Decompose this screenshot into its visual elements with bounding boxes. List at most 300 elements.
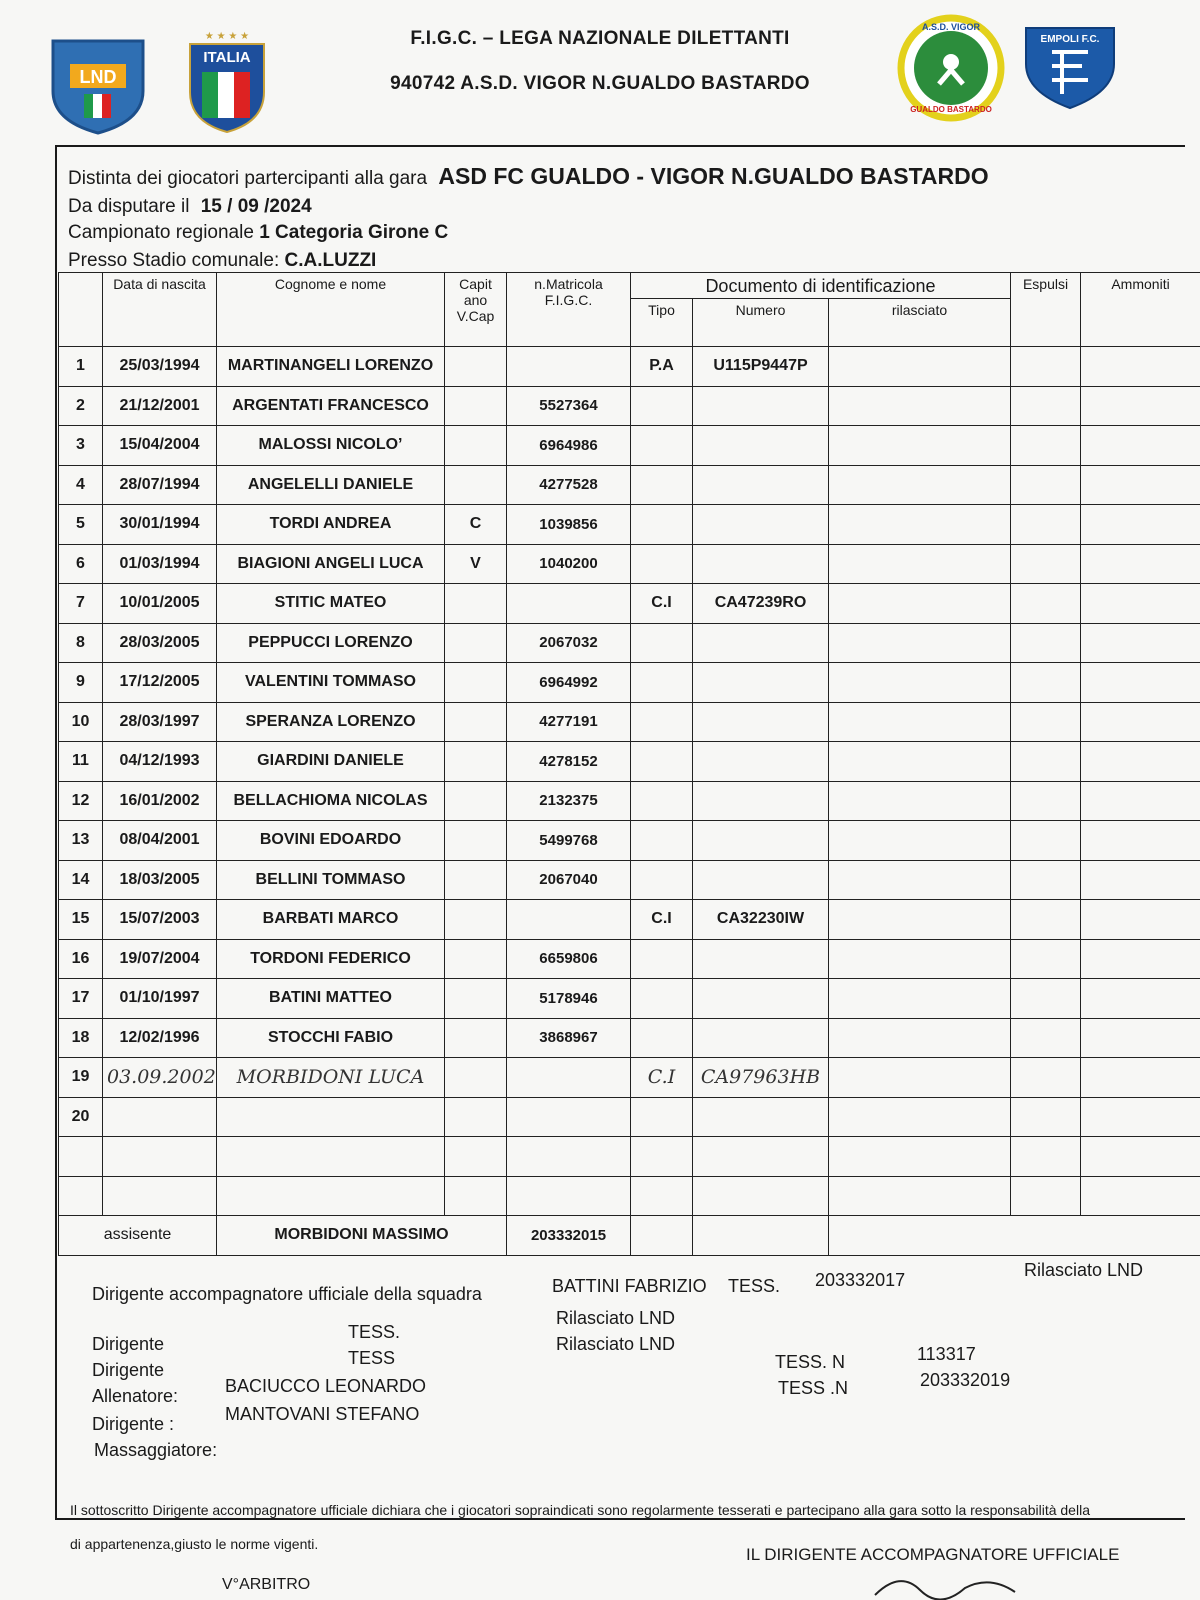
row-doc-issued: [829, 465, 1011, 505]
row-matricola: 6964986: [507, 426, 631, 466]
row-espulsi: [1011, 979, 1081, 1019]
row-dob: 04/12/1993: [103, 742, 217, 782]
row-espulsi: [1011, 821, 1081, 861]
row-name: PEPPUCCI LORENZO: [217, 623, 445, 663]
row-ammoniti: [1081, 663, 1200, 703]
row-dob: 17/12/2005: [103, 663, 217, 703]
table-row: [59, 1018, 1200, 1058]
row-name: MORBIDONI LUCA: [217, 1058, 445, 1098]
row-name: TORDONI FEDERICO: [217, 939, 445, 979]
row-dob: 28/03/1997: [103, 702, 217, 742]
row-ammoniti: [1081, 781, 1200, 821]
lnd-logo-text: LND: [79, 67, 117, 87]
col-dob: Data di nascita: [103, 273, 217, 347]
row-doc-type: [631, 1176, 693, 1216]
row-dob: 28/07/1994: [103, 465, 217, 505]
assistant-empty-1: [631, 1216, 693, 1256]
row-doc-number: [693, 860, 829, 900]
row-captain: [445, 900, 507, 940]
row-ammoniti: [1081, 979, 1200, 1019]
row-espulsi: [1011, 900, 1081, 940]
row-ammoniti: [1081, 742, 1200, 782]
players-table: [58, 272, 1200, 1256]
declaration-text-1: Il sottoscritto Dirigente accompagnatore ufficiale dichiara che i giocatori sopraindicati sono regolarmente tesserati e partecipano alla gara sotto la responsabilità della: [70, 1502, 1090, 1518]
row-name: BIAGIONI ANGELI LUCA: [217, 544, 445, 584]
row-doc-number: [693, 544, 829, 584]
row-name: GIARDINI DANIELE: [217, 742, 445, 782]
row-espulsi: [1011, 623, 1081, 663]
row-number: 2: [59, 386, 103, 426]
col-ammoniti: Ammoniti: [1081, 273, 1200, 347]
row-matricola: [507, 1176, 631, 1216]
venue-line: [68, 250, 376, 272]
assistant-label: assisente: [59, 1216, 217, 1256]
row-doc-type: P.A: [631, 347, 693, 387]
assistant-name: MORBIDONI MASSIMO: [217, 1216, 507, 1256]
row-doc-issued: [829, 939, 1011, 979]
row-dob: 30/01/1994: [103, 505, 217, 545]
table-row: [59, 663, 1200, 703]
row-number: 7: [59, 584, 103, 624]
header-row-1: [59, 273, 1200, 299]
row-espulsi: [1011, 584, 1081, 624]
row-number: 19: [59, 1058, 103, 1098]
row-doc-issued: [829, 544, 1011, 584]
table-row: [59, 505, 1200, 545]
row-doc-issued: [829, 584, 1011, 624]
row-dob: 28/03/2005: [103, 623, 217, 663]
row-matricola: 6964992: [507, 663, 631, 703]
row-captain: [445, 584, 507, 624]
row-ammoniti: [1081, 860, 1200, 900]
italia-logo-text: ITALIA: [203, 49, 251, 66]
row-dob: 08/04/2001: [103, 821, 217, 861]
allenatore-name: BACIUCCO LEONARDO: [225, 1376, 427, 1396]
row-doc-issued: [829, 742, 1011, 782]
row-ammoniti: [1081, 900, 1200, 940]
row-dob: 16/01/2002: [103, 781, 217, 821]
row-matricola: 5499768: [507, 821, 631, 861]
row-doc-issued: [829, 623, 1011, 663]
row-matricola: 6659806: [507, 939, 631, 979]
row-doc-issued: [829, 1097, 1011, 1137]
row-captain: [445, 1058, 507, 1098]
row-espulsi: [1011, 939, 1081, 979]
assistant-empty-3: [829, 1216, 1200, 1256]
row-ammoniti: [1081, 347, 1200, 387]
table-row: [59, 860, 1200, 900]
row-doc-issued: [829, 702, 1011, 742]
row-doc-type: [631, 663, 693, 703]
declaration-text-2: di appartenenza,giusto le norme vigenti.: [70, 1536, 319, 1552]
row-doc-number: [693, 505, 829, 545]
club-title: 940742 A.S.D. VIGOR N.GUALDO BASTARDO: [390, 73, 810, 94]
row-name: [217, 1097, 445, 1137]
row-doc-number: [693, 663, 829, 703]
row-espulsi: [1011, 1097, 1081, 1137]
row-dob: [103, 1137, 217, 1177]
rilasciato-lnd-top: Rilasciato LND: [1024, 1260, 1144, 1280]
vigor-logo-top: A.S.D. VIGOR: [921, 22, 981, 32]
row-dob: 19/07/2004: [103, 939, 217, 979]
row-doc-number: CA97963HB: [693, 1058, 829, 1098]
row-doc-type: [631, 821, 693, 861]
row-number: 1: [59, 347, 103, 387]
row-matricola: 5527364: [507, 386, 631, 426]
assistant-tess: 203332015: [507, 1216, 631, 1256]
row-doc-type: [631, 939, 693, 979]
row-matricola: [507, 1058, 631, 1098]
row-espulsi: [1011, 544, 1081, 584]
row-espulsi: [1011, 663, 1081, 703]
distinta-label: Distinta dei giocatori partercipanti alla gara: [68, 168, 428, 189]
table-row: [59, 702, 1200, 742]
row-matricola: [507, 1137, 631, 1177]
row-matricola: 2132375: [507, 781, 631, 821]
date-value: 15 / 09 /2024: [200, 196, 312, 217]
row-captain: [445, 386, 507, 426]
col-doc-number: Numero: [693, 299, 829, 347]
table-row: [59, 544, 1200, 584]
row-doc-type: C.I: [631, 1058, 693, 1098]
row-espulsi: [1011, 347, 1081, 387]
row-doc-number: [693, 939, 829, 979]
row-doc-number: [693, 465, 829, 505]
row-espulsi: [1011, 742, 1081, 782]
row-doc-issued: [829, 979, 1011, 1019]
row-name: MALOSSI NICOLO’: [217, 426, 445, 466]
row-number: 16: [59, 939, 103, 979]
row-dob: 01/10/1997: [103, 979, 217, 1019]
row-number: 18: [59, 1018, 103, 1058]
row-doc-issued: [829, 663, 1011, 703]
row-espulsi: [1011, 465, 1081, 505]
row-ammoniti: [1081, 1137, 1200, 1177]
row-dob: 15/07/2003: [103, 900, 217, 940]
venue-label: Presso Stadio comunale:: [68, 250, 280, 271]
row-number: 20: [59, 1097, 103, 1137]
col-document: Documento di identificazione: [631, 273, 1011, 299]
row-ammoniti: [1081, 584, 1200, 624]
row-doc-number: [693, 623, 829, 663]
col-captain: Capit ano V.Cap: [445, 273, 507, 347]
venue-value: C.A.LUZZI: [284, 250, 377, 271]
row-dob: 12/02/1996: [103, 1018, 217, 1058]
match-line: [68, 163, 989, 190]
row-doc-type: [631, 860, 693, 900]
row-dob: 01/03/1994: [103, 544, 217, 584]
col-doc-type: Tipo: [631, 299, 693, 347]
row-ammoniti: [1081, 702, 1200, 742]
row-captain: [445, 979, 507, 1019]
row-name: MARTINANGELI LORENZO: [217, 347, 445, 387]
row-captain: [445, 1176, 507, 1216]
row-doc-type: C.I: [631, 900, 693, 940]
row-ammoniti: [1081, 821, 1200, 861]
signature-scribble-icon: [870, 1570, 1020, 1600]
row-doc-number: [693, 979, 829, 1019]
row-captain: [445, 663, 507, 703]
col-doc-issued: rilasciato: [829, 299, 1011, 347]
date-line: [68, 196, 312, 218]
row-doc-issued: [829, 1058, 1011, 1098]
row-doc-number: [693, 1097, 829, 1137]
table-row: [59, 623, 1200, 663]
row-doc-issued: [829, 900, 1011, 940]
row-doc-issued: [829, 426, 1011, 466]
row-espulsi: [1011, 702, 1081, 742]
row-name: STITIC MATEO: [217, 584, 445, 624]
table-row: [59, 939, 1200, 979]
row-doc-number: [693, 821, 829, 861]
row-espulsi: [1011, 1176, 1081, 1216]
row-ammoniti: [1081, 505, 1200, 545]
dirigente-acc-tess: 203332017: [815, 1270, 906, 1290]
row-espulsi: [1011, 1018, 1081, 1058]
row-doc-number: CA47239RO: [693, 584, 829, 624]
dirigente-acc-tess-label: TESS.: [728, 1276, 781, 1296]
row-espulsi: [1011, 505, 1081, 545]
row-captain: [445, 742, 507, 782]
row-ammoniti: [1081, 1058, 1200, 1098]
dirigente1-tess: TESS.: [348, 1322, 401, 1342]
row-doc-number: [693, 426, 829, 466]
allenatore-label: Allenatore:: [92, 1386, 179, 1406]
row-ammoniti: [1081, 386, 1200, 426]
row-number: [59, 1176, 103, 1216]
row-name: BATINI MATTEO: [217, 979, 445, 1019]
row-doc-number: [693, 742, 829, 782]
row-captain: [445, 623, 507, 663]
row-name: STOCCHI FABIO: [217, 1018, 445, 1058]
row-doc-number: U115P9447P: [693, 347, 829, 387]
championship-label: Campionato regionale: [68, 222, 254, 243]
row-espulsi: [1011, 386, 1081, 426]
row-doc-type: [631, 386, 693, 426]
row-doc-issued: [829, 1018, 1011, 1058]
row-doc-issued: [829, 781, 1011, 821]
row-espulsi: [1011, 1137, 1081, 1177]
row-number: 15: [59, 900, 103, 940]
row-dob: 21/12/2001: [103, 386, 217, 426]
row-doc-number: [693, 702, 829, 742]
table-row: [59, 386, 1200, 426]
table-row: [59, 1137, 1200, 1177]
col-number: [59, 273, 103, 347]
table-row: [59, 465, 1200, 505]
arbitro-label: V°ARBITRO: [222, 1576, 311, 1593]
row-espulsi: [1011, 1058, 1081, 1098]
row-doc-number: [693, 1176, 829, 1216]
col-espulsi: Espulsi: [1011, 273, 1081, 347]
match-name: ASD FC GUALDO - VIGOR N.GUALDO BASTARDO: [438, 163, 989, 189]
table-row: [59, 900, 1200, 940]
row-doc-issued: [829, 1176, 1011, 1216]
row-number: 10: [59, 702, 103, 742]
row-matricola: 5178946: [507, 979, 631, 1019]
row-ammoniti: [1081, 623, 1200, 663]
dirigente1-label: Dirigente: [92, 1334, 165, 1354]
row-number: 14: [59, 860, 103, 900]
dirigente2-label: Dirigente: [92, 1360, 165, 1380]
row-matricola: 4277191: [507, 702, 631, 742]
row-number: 11: [59, 742, 103, 782]
row-doc-type: [631, 623, 693, 663]
championship-value: 1 Categoria Girone C: [259, 222, 449, 243]
row-captain: [445, 347, 507, 387]
row-doc-type: [631, 1097, 693, 1137]
assistant-row: [59, 1216, 1200, 1256]
row-doc-number: [693, 1018, 829, 1058]
row-number: 9: [59, 663, 103, 703]
row-doc-type: [631, 979, 693, 1019]
svg-text:★ ★ ★ ★: ★ ★ ★ ★: [204, 31, 250, 42]
row-doc-type: [631, 781, 693, 821]
row-captain: C: [445, 505, 507, 545]
row-name: ANGELELLI DANIELE: [217, 465, 445, 505]
row-name: ARGENTATI FRANCESCO: [217, 386, 445, 426]
row-number: 8: [59, 623, 103, 663]
row-doc-number: [693, 1137, 829, 1177]
row-doc-issued: [829, 821, 1011, 861]
allenatore-tess-label: TESS. N: [775, 1352, 846, 1372]
dirigente-acc-name: BATTINI FABRIZIO: [552, 1276, 707, 1296]
row-number: [59, 1137, 103, 1177]
row-matricola: [507, 584, 631, 624]
row-matricola: 2067040: [507, 860, 631, 900]
assistant-empty-2: [693, 1216, 829, 1256]
dirigente-acc-label: Dirigente accompagnatore ufficiale della squadra: [92, 1284, 482, 1304]
championship-line: [68, 222, 448, 244]
row-doc-type: [631, 465, 693, 505]
row-doc-number: [693, 781, 829, 821]
dirigente3-name: MANTOVANI STEFANO: [225, 1404, 420, 1424]
table-row: [59, 821, 1200, 861]
row-dob: 25/03/1994: [103, 347, 217, 387]
rilasciato-lnd-2: Rilasciato LND: [556, 1334, 676, 1354]
row-espulsi: [1011, 426, 1081, 466]
row-dob: 15/04/2004: [103, 426, 217, 466]
row-ammoniti: [1081, 1018, 1200, 1058]
row-captain: [445, 465, 507, 505]
table-row: [59, 584, 1200, 624]
row-name: BELLACHIOMA NICOLAS: [217, 781, 445, 821]
row-number: 4: [59, 465, 103, 505]
row-captain: [445, 1137, 507, 1177]
table-row: [59, 742, 1200, 782]
row-number: 6: [59, 544, 103, 584]
dirigente3-tess-label: TESS .N: [778, 1378, 849, 1398]
row-number: 17: [59, 979, 103, 1019]
row-doc-issued: [829, 386, 1011, 426]
row-dob: [103, 1097, 217, 1137]
row-ammoniti: [1081, 1176, 1200, 1216]
row-number: 3: [59, 426, 103, 466]
dirigente-signature-label: IL DIRIGENTE ACCOMPAGNATORE UFFICIALE: [746, 1545, 1120, 1564]
row-dob: 18/03/2005: [103, 860, 217, 900]
vigor-logo-bottom: GUALDO BASTARDO: [910, 105, 992, 114]
row-matricola: 4277528: [507, 465, 631, 505]
row-name: [217, 1176, 445, 1216]
row-espulsi: [1011, 781, 1081, 821]
table-row: [59, 1058, 1200, 1098]
row-captain: [445, 860, 507, 900]
row-matricola: [507, 347, 631, 387]
row-doc-number: CA32230IW: [693, 900, 829, 940]
row-matricola: 3868967: [507, 1018, 631, 1058]
federation-title: F.I.G.C. – LEGA NAZIONALE DILETTANTI: [410, 28, 790, 49]
massaggiatore-label: Massaggiatore:: [94, 1440, 218, 1460]
col-matricola: n.Matricola F.I.G.C.: [507, 273, 631, 347]
row-captain: [445, 821, 507, 861]
row-doc-type: [631, 702, 693, 742]
table-row: [59, 1176, 1200, 1216]
row-ammoniti: [1081, 544, 1200, 584]
row-doc-type: [631, 1018, 693, 1058]
empoli-logo-text: EMPOLI F.C.: [1040, 34, 1100, 45]
row-dob: 10/01/2005: [103, 584, 217, 624]
row-matricola: [507, 900, 631, 940]
dirigente2-tess: TESS: [348, 1348, 396, 1368]
row-doc-issued: [829, 860, 1011, 900]
table-row: [59, 426, 1200, 466]
row-captain: [445, 1097, 507, 1137]
row-captain: [445, 1018, 507, 1058]
row-number: 12: [59, 781, 103, 821]
row-matricola: 1039856: [507, 505, 631, 545]
table-row: [59, 979, 1200, 1019]
row-doc-issued: [829, 347, 1011, 387]
row-dob: 03.09.2002: [103, 1058, 217, 1098]
row-doc-type: [631, 742, 693, 782]
row-doc-type: C.I: [631, 584, 693, 624]
row-matricola: 4278152: [507, 742, 631, 782]
row-doc-issued: [829, 1137, 1011, 1177]
row-number: 13: [59, 821, 103, 861]
row-name: BELLINI TOMMASO: [217, 860, 445, 900]
row-ammoniti: [1081, 465, 1200, 505]
row-number: 5: [59, 505, 103, 545]
row-doc-issued: [829, 505, 1011, 545]
col-name: Cognome e nome: [217, 273, 445, 347]
table-row: [59, 1097, 1200, 1137]
dirigente3-tess: 203332019: [920, 1370, 1011, 1390]
rilasciato-lnd-1: Rilasciato LND: [556, 1308, 676, 1328]
row-doc-type: [631, 505, 693, 545]
row-captain: [445, 426, 507, 466]
row-name: TORDI ANDREA: [217, 505, 445, 545]
row-captain: [445, 702, 507, 742]
date-label: Da disputare il: [68, 196, 190, 217]
row-name: BARBATI MARCO: [217, 900, 445, 940]
table-row: [59, 781, 1200, 821]
row-matricola: [507, 1097, 631, 1137]
row-doc-type: [631, 544, 693, 584]
row-captain: [445, 939, 507, 979]
row-name: [217, 1137, 445, 1177]
row-ammoniti: [1081, 426, 1200, 466]
row-captain: [445, 781, 507, 821]
dirigente3-label: Dirigente :: [92, 1414, 175, 1434]
row-matricola: 1040200: [507, 544, 631, 584]
row-name: SPERANZA LORENZO: [217, 702, 445, 742]
row-dob: [103, 1176, 217, 1216]
row-ammoniti: [1081, 939, 1200, 979]
row-doc-type: [631, 1137, 693, 1177]
row-doc-type: [631, 426, 693, 466]
row-captain: V: [445, 544, 507, 584]
row-name: BOVINI EDOARDO: [217, 821, 445, 861]
